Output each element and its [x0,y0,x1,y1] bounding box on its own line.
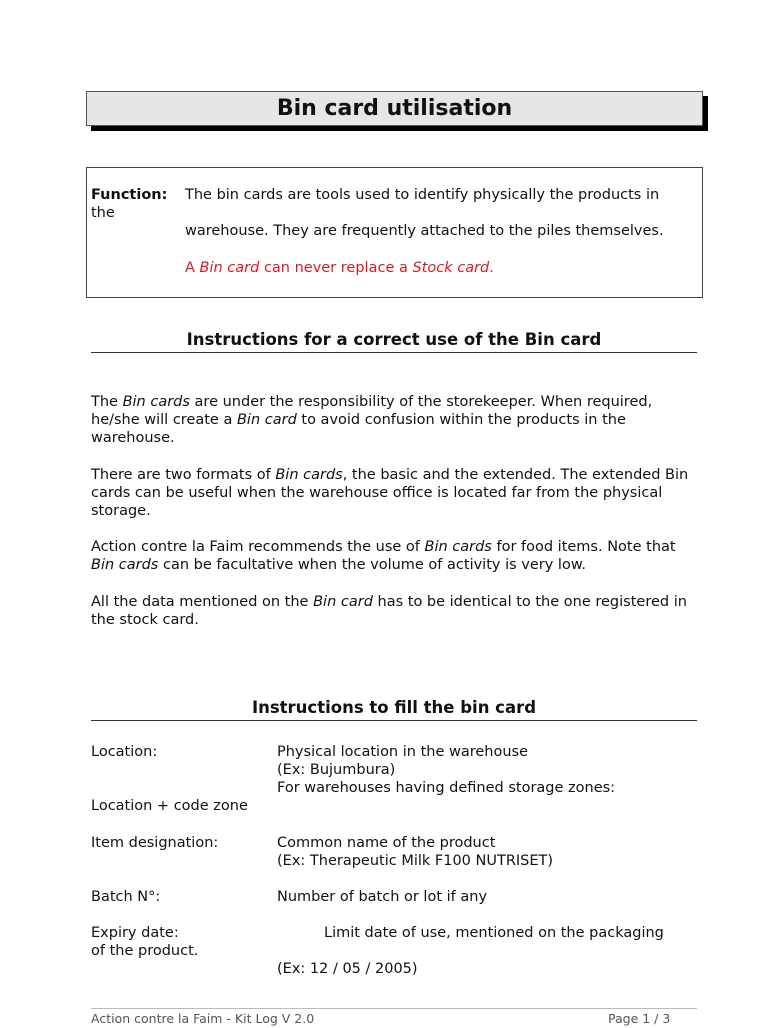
expiry-wrap: of the product. [91,943,199,959]
section-title-fill: Instructions to fill the bin card [91,699,697,721]
location-value-1: Physical location in the warehouse [277,744,529,760]
page-title: Bin card utilisation [86,91,703,126]
paragraph-responsibility: The Bin cards are under the responsibility of the storekeeper. When required, he/she will create a Bin card to avoid confusion within the products in the warehouse. [91,394,653,446]
expiry-label: Expiry date: [91,925,179,941]
item-designation-label: Item designation: [91,835,219,851]
footer-page-number: Page 1 / 3 [608,1011,671,1026]
batch-label: Batch N°: [91,889,161,905]
item-designation-value-1: Common name of the product [277,835,496,851]
paragraph-formats: There are two formats of Bin cards, the basic and the extended. The extended Bin cards can be useful when the warehouse office is located far from the physical storage. [91,467,689,519]
location-extra: Location + code zone [91,798,248,814]
location-label: Location: [91,744,158,760]
function-line-2: warehouse. They are frequently attached to the piles themselves. [185,223,664,239]
expiry-value-1: Limit date of use, mentioned on the packaging [324,925,664,941]
paragraph-recommendation: Action contre la Faim recommends the use of Bin cards for food items. Note that Bin cards can be facultative when the volume of activity is very low. [91,539,676,573]
location-value-3: For warehouses having defined storage zones: [277,780,616,796]
function-line-1-wrap: the [91,205,115,221]
footer-divider [91,1008,697,1009]
function-label: Function: [91,187,168,203]
item-designation-value-2: (Ex: Therapeutic Milk F100 NUTRISET) [277,853,554,869]
expiry-value-2: (Ex: 12 / 05 / 2005) [277,961,418,977]
function-line-1: The bin cards are tools used to identify physically the products in [185,187,660,203]
batch-value: Number of batch or lot if any [277,889,488,905]
paragraph-identical-data: All the data mentioned on the Bin card has to be identical to the one registered in the stock card. [91,594,687,628]
section-title-correct-use: Instructions for a correct use of the Bin card [91,331,697,353]
footer-left: Action contre la Faim - Kit Log V 2.0 [91,1011,315,1026]
location-value-2: (Ex: Bujumbura) [277,762,396,778]
function-warning: A Bin card can never replace a Stock card. [185,260,494,276]
